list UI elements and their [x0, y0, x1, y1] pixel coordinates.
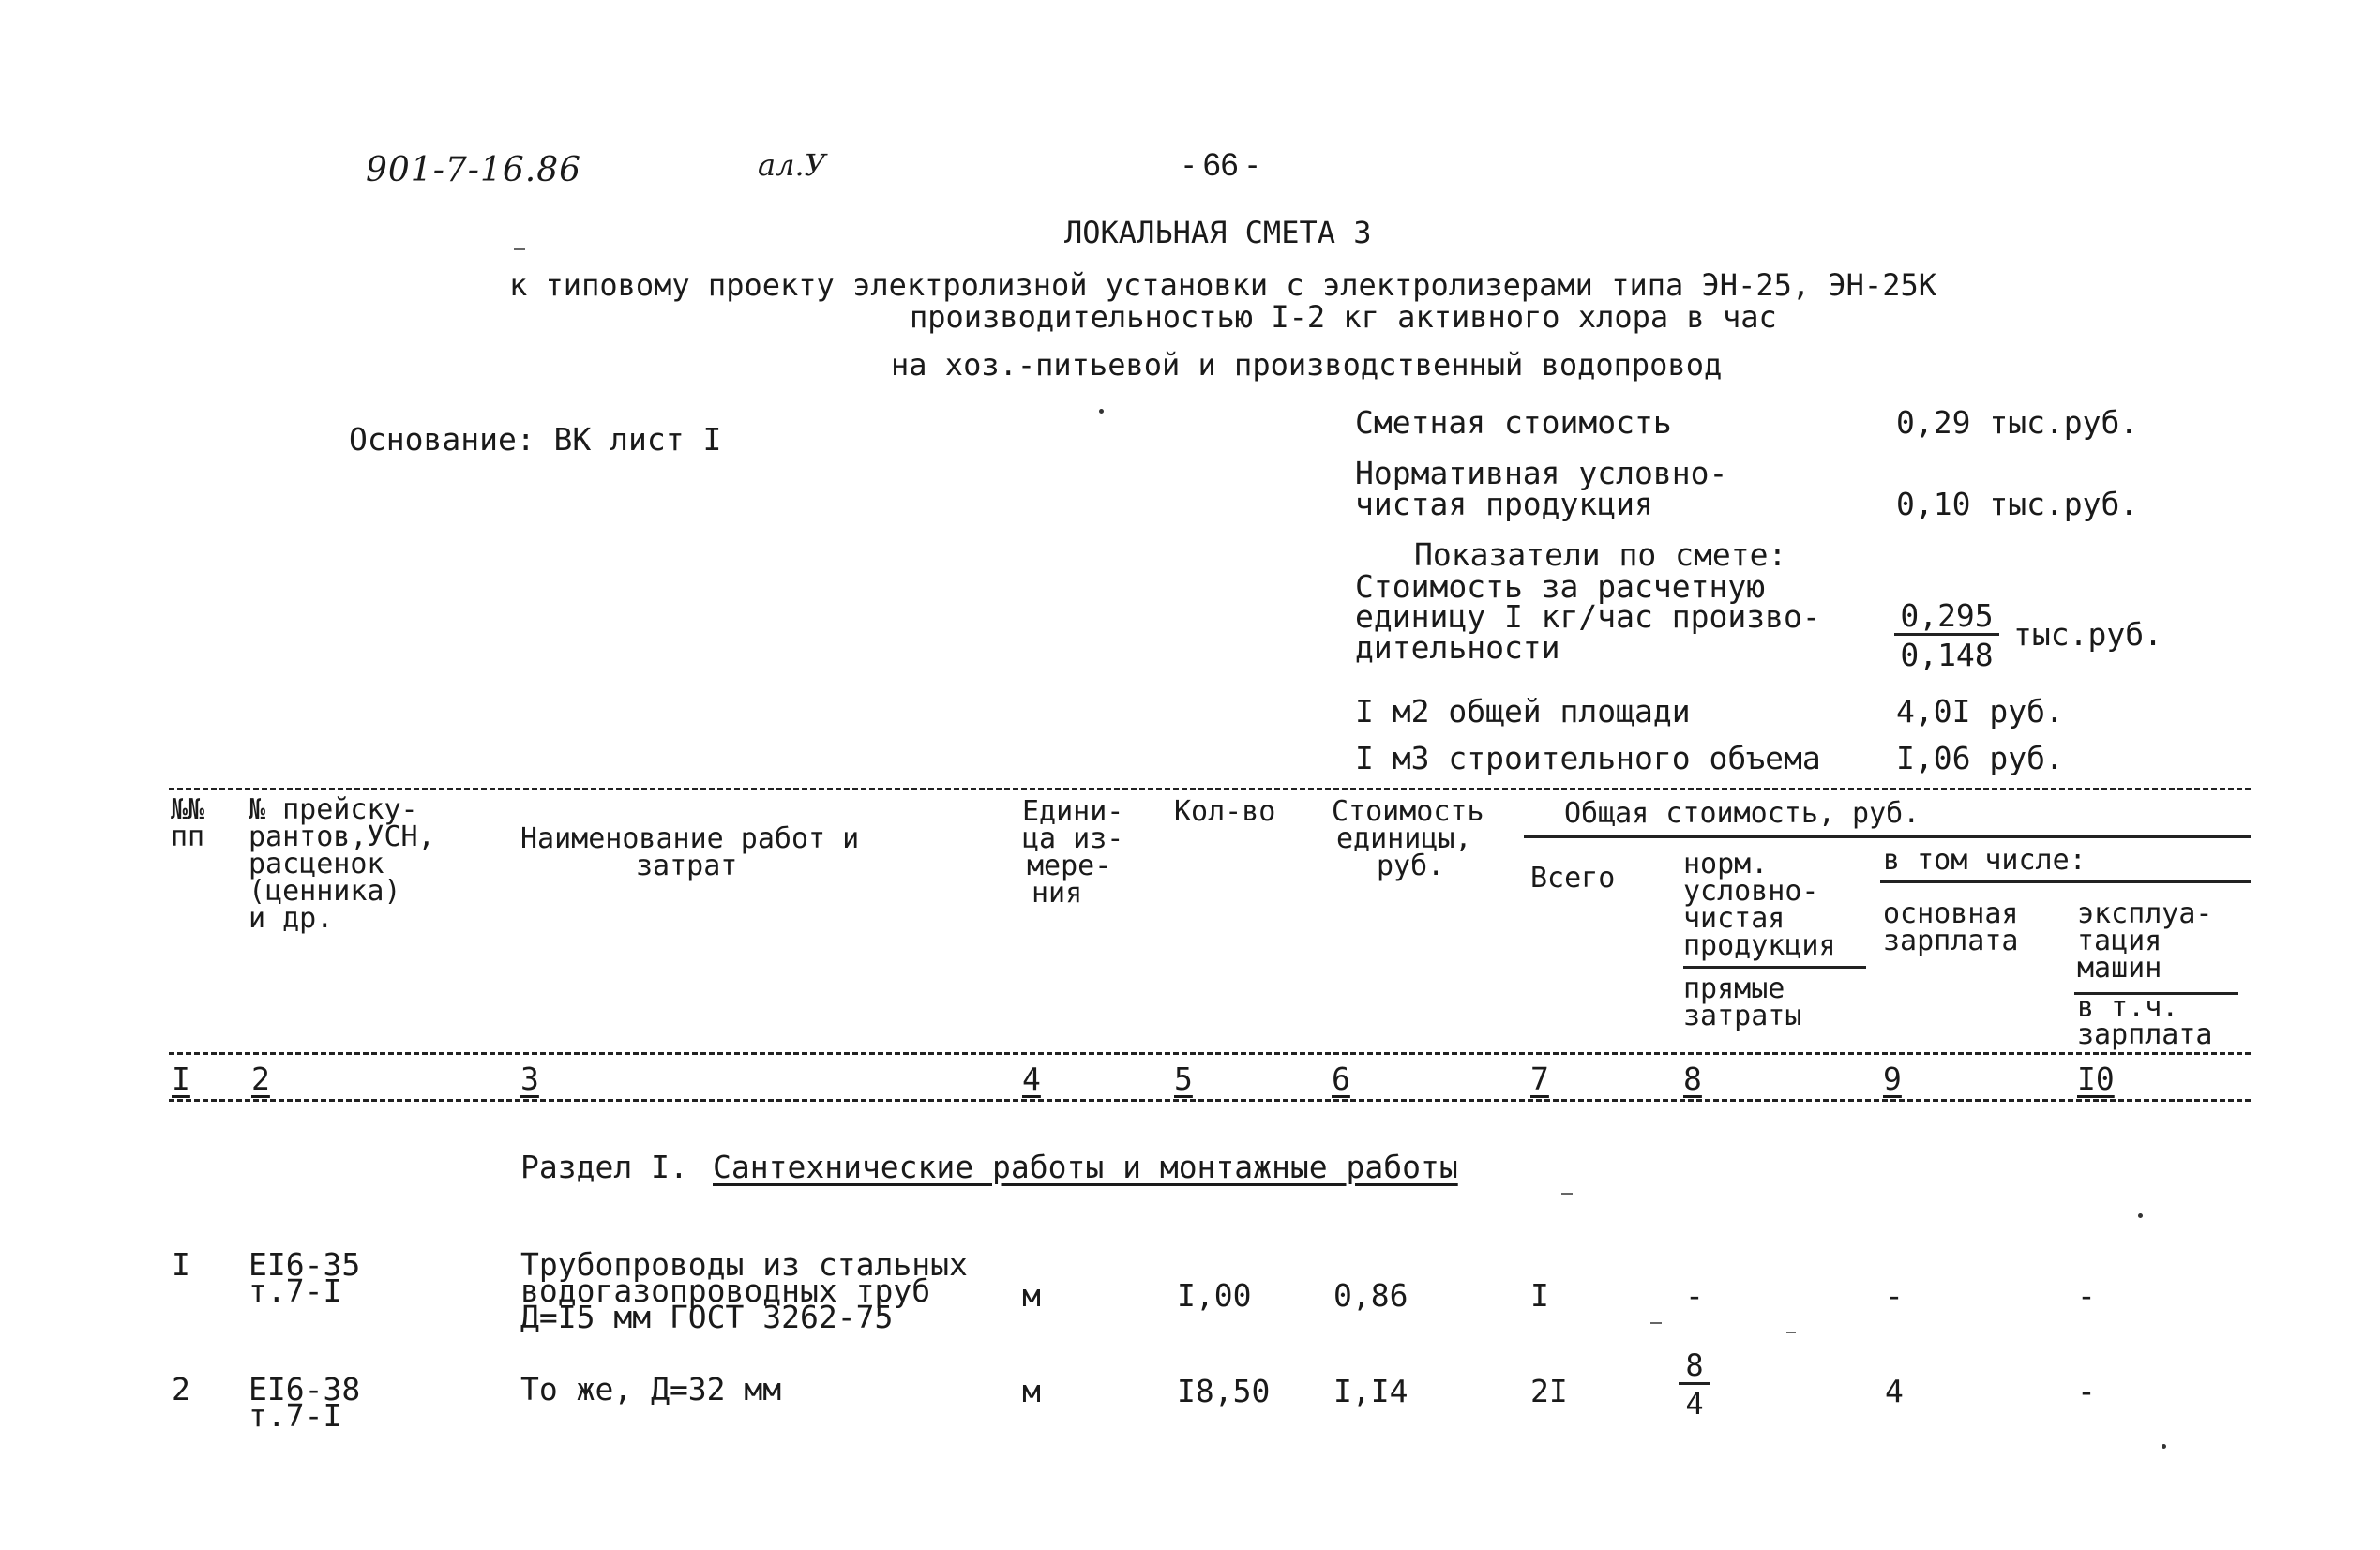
- direct-costs-denominator: 4: [1685, 1386, 1704, 1422]
- page-number: - 66 -: [1183, 147, 1258, 183]
- col6-header-line2: единицы,: [1336, 822, 1472, 855]
- table-top-rule: [169, 788, 2251, 790]
- col10-header-line4: в т.ч.: [2077, 991, 2179, 1024]
- unit-cost-label-1: Стоимость за расчетную: [1355, 568, 1766, 605]
- col4-header-line1: Едини-: [1022, 795, 1124, 828]
- scan-speck: [2138, 1213, 2143, 1218]
- section-label: Раздел I.: [520, 1149, 688, 1185]
- area-indicator-label: I м2 общей площади: [1355, 693, 1691, 730]
- col4-header-line2: ца из-: [1022, 822, 1124, 855]
- row-number: 2: [172, 1371, 190, 1407]
- unit-cost-numerator: 0,295: [1894, 600, 1999, 636]
- margin-mark: [1650, 1322, 1662, 1324]
- col3-header-line1: Наименование работ и: [520, 822, 860, 855]
- row-name-line3: Д=I5 мм ГОСТ 3262-75: [520, 1299, 894, 1335]
- row-total: 2I: [1530, 1373, 1568, 1409]
- col1-header-line1: №№: [171, 793, 205, 826]
- column-numbers-rule: [169, 1099, 2251, 1102]
- col-number-7: 7: [1530, 1061, 1549, 1097]
- indicators-heading: Показатели по смете:: [1414, 536, 1787, 573]
- col5-header: Кол-во: [1174, 795, 1276, 828]
- normative-product-label-1: Нормативная условно-: [1355, 455, 1728, 491]
- col6-header-line3: руб.: [1377, 850, 1445, 882]
- including-group-header: в том числе:: [1883, 844, 2086, 877]
- area-indicator-value: 4,0I руб.: [1896, 693, 2064, 730]
- volume-indicator-label: I м3 строительного объема: [1355, 740, 1821, 776]
- row-base-salary: 4: [1885, 1373, 1904, 1409]
- unit-cost-unit: тыс.руб.: [2013, 616, 2162, 653]
- subtitle-line-2: производительностью I-2 кг активного хлора в час: [910, 299, 1777, 335]
- row-base-salary: -: [1885, 1277, 1904, 1314]
- estimated-cost-value: 0,29 тыс.руб.: [1896, 404, 2139, 441]
- col-number-1: I: [172, 1061, 190, 1097]
- col-number-10: I0: [2077, 1061, 2115, 1097]
- unit-cost-label-3: дительности: [1355, 629, 1560, 666]
- row-quantity: I,00: [1177, 1277, 1252, 1314]
- col-number-8: 8: [1683, 1061, 1702, 1097]
- col-number-2: 2: [251, 1061, 270, 1097]
- album-reference: ал.У: [758, 147, 826, 183]
- col-number-6: 6: [1332, 1061, 1350, 1097]
- col8-header-line5: прямые: [1683, 972, 1785, 1005]
- col10-header-line2: тация: [2077, 925, 2162, 957]
- margin-mark: [514, 248, 525, 250]
- row-machine-costs: -: [2077, 1373, 2096, 1409]
- volume-indicator-value: I,06 руб.: [1896, 740, 2064, 776]
- unit-cost-denominator: 0,148: [1900, 637, 1994, 673]
- normative-product-value: 0,10 тыс.руб.: [1896, 486, 2139, 522]
- col8-header-line1: норм.: [1683, 848, 1769, 880]
- col2-header-line2: рантов,УСН,: [249, 820, 435, 853]
- col8-header-line3: чистая: [1683, 902, 1785, 935]
- norm-product-numerator: 8: [1679, 1350, 1710, 1385]
- col4-header-line4: ния: [1032, 877, 1083, 910]
- row-norm-product: -: [1685, 1277, 1704, 1314]
- col10-header-line5: зарплата: [2077, 1018, 2213, 1051]
- col10-header-line1: эксплуа-: [2077, 897, 2213, 930]
- row-name-line2: водогазопроводных труб: [520, 1272, 931, 1309]
- col7-header: Всего: [1530, 862, 1616, 895]
- document-code: 901-7-16.86: [366, 151, 582, 189]
- col-number-4: 4: [1022, 1061, 1041, 1097]
- normative-product-label-2: чистая продукция: [1355, 486, 1653, 522]
- row-code-line2: т.7-I: [249, 1397, 342, 1434]
- col2-header-line5: и др.: [249, 902, 334, 935]
- row-unit: м: [1022, 1277, 1041, 1314]
- row-machine-costs: -: [2077, 1277, 2096, 1314]
- col3-header-line2: затрат: [636, 850, 738, 882]
- col9-header-line2: зарплата: [1883, 925, 2019, 957]
- col10-header-line3: машин: [2077, 952, 2162, 985]
- row-unit-cost: I,I4: [1333, 1373, 1408, 1409]
- document-title: ЛОКАЛЬНАЯ СМЕТА 3: [1064, 215, 1372, 250]
- including-group-rule: [1880, 880, 2251, 883]
- unit-cost-label-2: единицу I кг/час произво-: [1355, 598, 1821, 635]
- row-name-line1: Трубопроводы из стальных: [520, 1246, 968, 1283]
- row-code-line1: EI6-35: [249, 1246, 361, 1283]
- row-name-line1: То же, Д=32 мм: [520, 1371, 782, 1407]
- row-quantity: I8,50: [1177, 1373, 1271, 1409]
- col8-header-line6: затраты: [1683, 1000, 1802, 1032]
- col-number-5: 5: [1174, 1061, 1193, 1097]
- col6-header-line1: Стоимость: [1332, 795, 1484, 828]
- row-code-line1: EI6-38: [249, 1371, 361, 1407]
- estimated-cost-label: Сметная стоимость: [1355, 404, 1672, 441]
- margin-mark: [1786, 1332, 1796, 1333]
- col1-header-line2: пп: [171, 820, 205, 853]
- col9-header-line1: основная: [1883, 897, 2019, 930]
- row-code-line2: т.7-I: [249, 1272, 342, 1309]
- col-number-3: 3: [520, 1061, 539, 1097]
- basis-reference: Основание: ВК лист I: [349, 421, 722, 458]
- scan-speck: [2162, 1444, 2166, 1449]
- col2-header-line1: № прейску-: [249, 793, 418, 826]
- header-bottom-rule: [169, 1052, 2251, 1055]
- row-norm-product-fraction: [1679, 1347, 1710, 1422]
- unit-cost-fraction: [1894, 597, 1999, 673]
- subtitle-line-3: на хоз.-питьевой и производственный водопровод: [891, 347, 1723, 383]
- total-cost-group-header: Общая стоимость, руб.: [1564, 797, 1921, 830]
- col8-header-line4: продукция: [1683, 929, 1836, 962]
- row-number: I: [172, 1246, 190, 1283]
- row-unit: м: [1022, 1373, 1041, 1409]
- col2-header-line4: (ценника): [249, 875, 401, 908]
- col-number-9: 9: [1883, 1061, 1902, 1097]
- scan-speck: [1099, 409, 1104, 414]
- section-title: Сантехнические работы и монтажные работы: [713, 1149, 1458, 1185]
- col8-header-line2: условно-: [1683, 875, 1819, 908]
- margin-mark: [1561, 1193, 1573, 1195]
- col8-fraction-rule: [1683, 966, 1866, 969]
- col4-header-line3: мере-: [1027, 850, 1112, 882]
- col2-header-line3: расценок: [249, 848, 384, 880]
- subtitle-line-1: к типовому проекту электролизной установки с электролизерами типа ЭН-25, ЭН-25К: [509, 267, 1936, 303]
- total-cost-group-rule: [1524, 835, 2251, 838]
- row-unit-cost: 0,86: [1333, 1277, 1408, 1314]
- row-total: I: [1530, 1277, 1549, 1314]
